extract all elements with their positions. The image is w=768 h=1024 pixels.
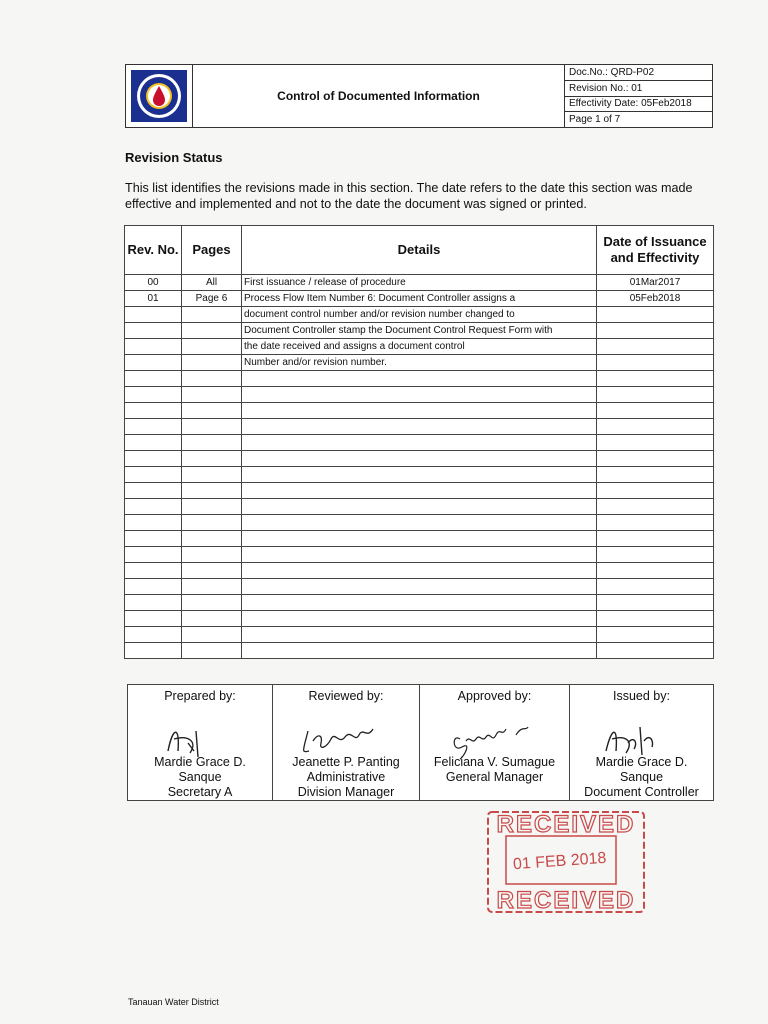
table-cell-blank [182,483,242,499]
table-row-blank [125,643,714,659]
cell-date: 01Mar2017 [597,275,714,291]
table-cell-blank [597,627,714,643]
stamp-word: RECEIVED [496,811,636,838]
signature-table [127,684,714,801]
signature-role: Approved by: [457,689,532,703]
table-cell-blank [182,547,242,563]
cell-rev-no [125,339,182,355]
table-row-blank [125,419,714,435]
table-cell-blank [125,579,182,595]
cell-pages [182,355,242,371]
table-cell-blank [242,499,597,515]
table-cell-blank [182,371,242,387]
table-cell-blank [242,371,597,387]
table-cell-blank [182,563,242,579]
table-cell-blank [597,419,714,435]
cell-details: First issuance / release of procedure [242,275,597,291]
signatory-title: Document Controller [584,785,699,799]
signatory-name: Mardie Grace D. [154,755,246,769]
table-cell-blank [242,387,597,403]
footer-organization: Tanauan Water District [128,997,219,1007]
table-row-blank [125,595,714,611]
revision-table [124,225,714,659]
table-cell-blank [125,499,182,515]
signatory-name: Feliciana V. Sumague [433,755,556,769]
table-cell-blank [182,627,242,643]
table-cell-blank [597,643,714,659]
table-cell-blank [597,579,714,595]
table-row-blank [125,627,714,643]
water-district-logo-icon [129,68,189,124]
table-cell-blank [242,483,597,499]
table-cell-blank [182,451,242,467]
table-row-blank [125,435,714,451]
signatory-title: Division Manager [297,785,395,799]
cell-date [597,307,714,323]
table-row-blank [125,451,714,467]
table-cell-blank [125,419,182,435]
signature-role: Issued by: [613,689,670,703]
table-cell-blank [242,627,597,643]
table-cell-blank [597,531,714,547]
signature-row [128,685,714,801]
table-cell-blank [125,483,182,499]
cell-rev-no: 00 [125,275,182,291]
signatory-line2: Sanque [619,770,664,784]
table-cell-blank [182,499,242,515]
logo-cell [126,65,193,127]
table-cell-blank [125,595,182,611]
table-cell-blank [242,467,597,483]
table-cell-blank [597,387,714,403]
cell-pages: Page 6 [182,291,242,307]
table-cell-blank [242,419,597,435]
signatory-line2: General Manager [445,770,544,784]
table-cell-blank [597,563,714,579]
signature-cell-approved [420,685,570,801]
cell-details: Number and/or revision number. [242,355,597,371]
table-cell-blank [597,435,714,451]
cell-pages [182,323,242,339]
document-header [125,64,713,128]
table-row [125,323,714,339]
revision-table-body [125,275,714,659]
signatory-name: Mardie Grace D. [595,755,688,769]
signatory-name: Jeanette P. Panting [292,755,400,769]
signatory-line2: Sanque [178,770,222,784]
revision-table-header [125,226,714,275]
table-cell-blank [242,435,597,451]
table-cell-blank [125,515,182,531]
table-cell-blank [182,403,242,419]
cell-rev-no: 01 [125,291,182,307]
table-cell-blank [125,627,182,643]
header-date: Date of Issuance and Effectivity [597,226,714,275]
table-cell-blank [182,419,242,435]
table-cell-blank [597,403,714,419]
table-cell-blank [125,435,182,451]
cell-pages [182,339,242,355]
received-stamp [480,808,650,920]
table-cell-blank [182,643,242,659]
header-pages: Pages [182,226,242,275]
cell-rev-no [125,355,182,371]
table-row-blank [125,611,714,627]
table-cell-blank [242,515,597,531]
cell-date: 05Feb2018 [597,291,714,307]
table-cell-blank [125,467,182,483]
table-cell-blank [597,547,714,563]
table-row-blank [125,531,714,547]
page-number: Page 1 of 7 [569,114,621,126]
table-row-blank [125,467,714,483]
table-cell-blank [125,371,182,387]
table-cell-blank [125,611,182,627]
table-row [125,355,714,371]
table-row-blank [125,547,714,563]
table-cell-blank [597,467,714,483]
cell-pages [182,307,242,323]
table-cell-blank [242,643,597,659]
signature-role: Prepared by: [164,689,236,703]
table-row-blank [125,483,714,499]
table-cell-blank [597,595,714,611]
table-row-blank [125,371,714,387]
cell-details: Process Flow Item Number 6: Document Controller assigns a [242,291,597,307]
table-cell-blank [125,403,182,419]
table-cell-blank [125,531,182,547]
table-cell-blank [182,515,242,531]
table-row-blank [125,499,714,515]
table-cell-blank [242,531,597,547]
cell-details: the date received and assigns a document control [242,339,597,355]
table-cell-blank [182,531,242,547]
table-cell-blank [242,611,597,627]
table-cell-blank [597,499,714,515]
table-cell-blank [125,643,182,659]
header-details: Details [242,226,597,275]
cell-rev-no [125,323,182,339]
signature-cell-issued [570,685,714,801]
table-cell-blank [125,451,182,467]
section-title: Revision Status [125,150,223,165]
table-cell-blank [242,451,597,467]
signature-role: Reviewed by: [308,689,384,703]
document-meta [565,65,712,127]
cell-date [597,339,714,355]
table-row [125,307,714,323]
signatory-title: Secretary A [167,785,233,799]
table-cell-blank [182,435,242,451]
table-cell-blank [125,387,182,403]
stamp-date: 01 FEB 2018 [512,849,607,874]
table-row-blank [125,403,714,419]
table-row [125,275,714,291]
table-cell-blank [125,563,182,579]
revision-number: Revision No.: 01 [565,81,712,97]
table-cell-blank [597,371,714,387]
table-cell-blank [182,611,242,627]
document-title: Control of Documented Information [193,65,565,127]
table-cell-blank [242,595,597,611]
table-cell-blank [125,547,182,563]
table-cell-blank [597,515,714,531]
header-rev-no: Rev. No. [125,226,182,275]
table-cell-blank [597,451,714,467]
table-cell-blank [242,547,597,563]
table-row [125,339,714,355]
signature-cell-prepared [128,685,273,801]
table-cell-blank [242,579,597,595]
table-cell-blank [597,483,714,499]
cell-rev-no [125,307,182,323]
table-row-blank [125,515,714,531]
intro-paragraph: This list identifies the revisions made in this section. The date refers to the date this section was made effective and implemented and not to the date the document was signed or printed. [125,181,693,211]
table-cell-blank [242,403,597,419]
cell-date [597,355,714,371]
table-row-blank [125,579,714,595]
cell-details: document control number and/or revision number changed to [242,307,597,323]
table-row [125,291,714,307]
cell-details: Document Controller stamp the Document Control Request Form with [242,323,597,339]
table-row-blank [125,387,714,403]
table-cell-blank [182,579,242,595]
signature-cell-reviewed [273,685,420,801]
table-cell-blank [182,387,242,403]
effectivity-date: Effectivity Date: 05Feb2018 [565,97,712,113]
stamp-word-bottom: RECEIVED [496,887,636,914]
table-cell-blank [182,595,242,611]
doc-number: Doc.No.: QRD-P02 [565,65,712,81]
table-cell-blank [182,467,242,483]
cell-date [597,323,714,339]
table-row-blank [125,563,714,579]
table-cell-blank [242,563,597,579]
table-cell-blank [597,611,714,627]
cell-pages: All [182,275,242,291]
signatory-line2: Administrative [306,770,386,784]
